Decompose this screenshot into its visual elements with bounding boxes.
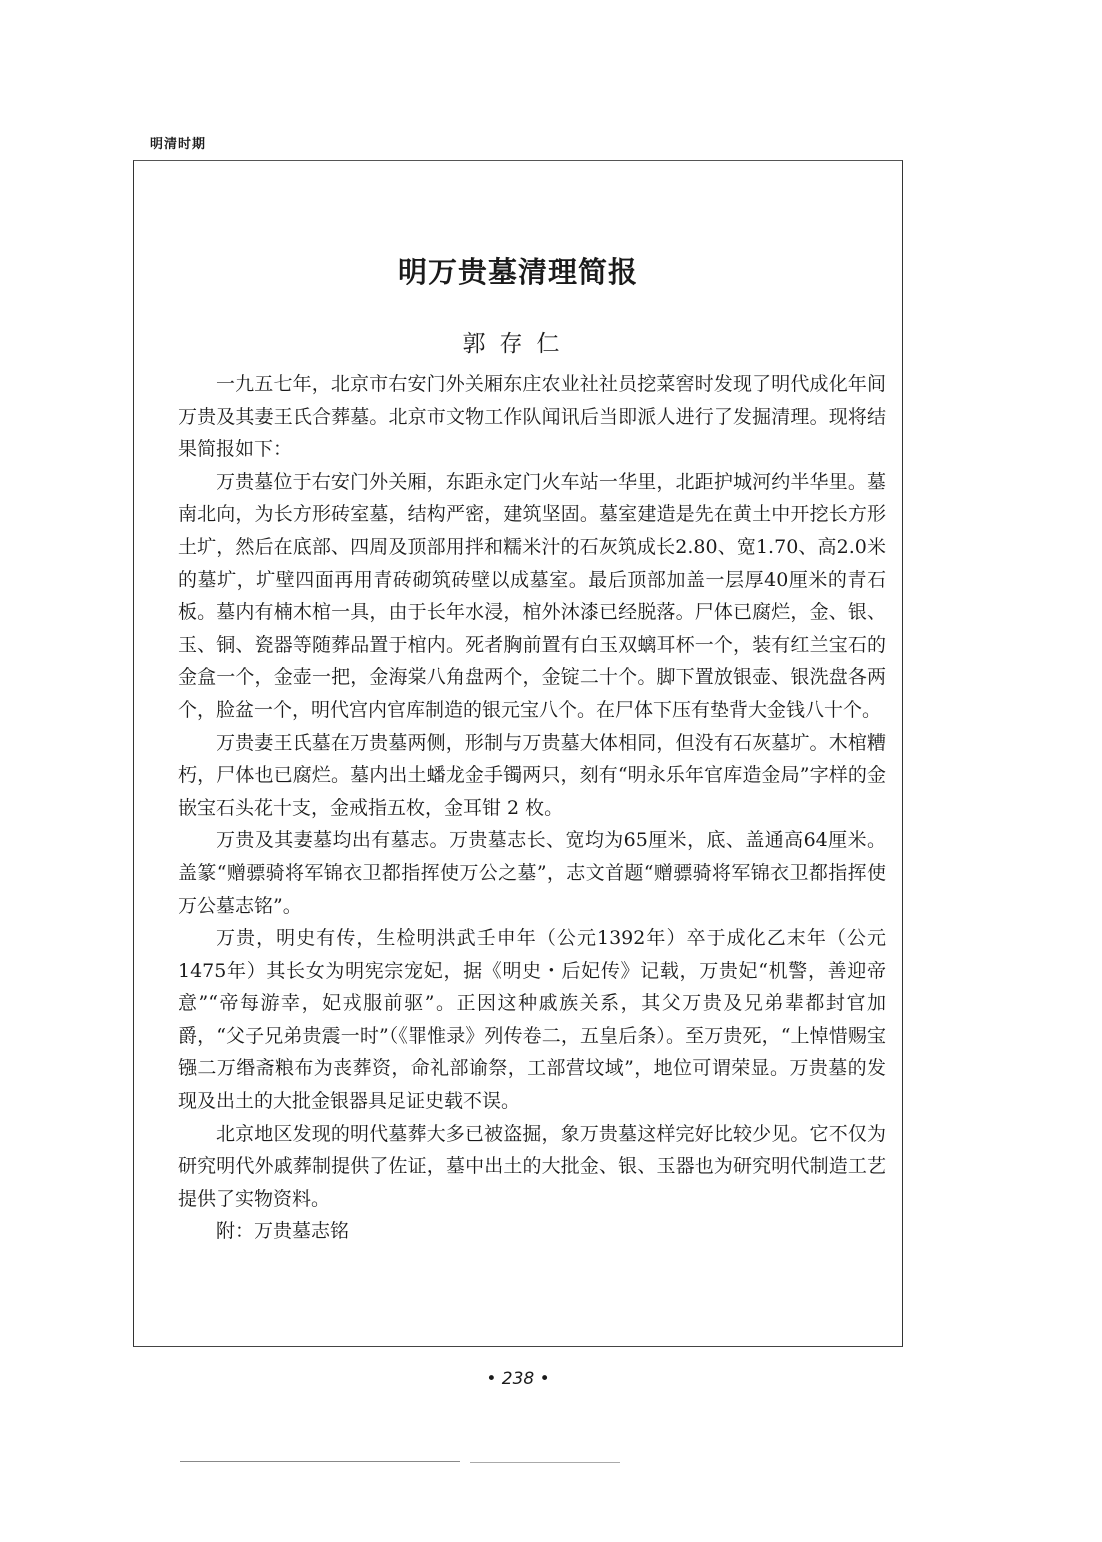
section-label: 明清时期 — [150, 137, 207, 152]
paragraph: 北京地区发现的明代墓葬大多已被盗掘，象万贵墓这样完好比较少见。它不仅为研究明代外戚葬制提供了佐证，墓中出土的大批金、银、玉器也为研究明代制造工艺提供了实物资料。 — [178, 1122, 886, 1210]
paragraph: 一九五七年，北京市右安门外关厢东庄农业社社员挖菜窖时发现了明代成化年间万贵及其妻王氏合葬墓。北京市文物工作队闻讯后当即派人进行了发掘清理。现将结果简报如下： — [178, 373, 886, 461]
article-body — [178, 368, 886, 1248]
article-author: 郭存仁 — [462, 331, 574, 357]
paragraph: 万贵妻王氏墓在万贵墓两侧，形制与万贵墓大体相同，但没有石灰墓圹。木棺糟朽，尸体也已腐烂。墓内出土蟠龙金手镯两只，刻有“明永乐年官库造金局”字样的金嵌宝石头花十支，金戒指五枚，金耳钳 2 枚。 — [178, 731, 886, 819]
appendix-note: 附：万贵墓志铭 — [216, 1220, 350, 1243]
scan-artifact-line — [180, 1461, 460, 1462]
paragraph: 万贵及其妻墓均出有墓志。万贵墓志长、宽均为65厘米，底、盖通高64厘米。盖篆“赠骠骑将军锦衣卫都指挥使万公之墓”，志文首题“赠骠骑将军锦衣卫都指挥使万公墓志铭”。 — [178, 829, 886, 917]
paragraph: 万贵墓位于右安门外关厢，东距永定门火车站一华里，北距护城河约半华里。墓南北向，为长方形砖室墓，结构严密，建筑坚固。墓室建造是先在黄土中开挖长方形土圹，然后在底部、四周及顶部用拌和糯米汁的石灰筑成长2.80、宽1.70、高2.0米的墓圹，圹壁四面再用青砖砌筑砖壁以成墓室。最后顶部加盖一层厚40厘米的青石板。墓内有楠木棺一具，由于长年水浸，棺外沐漆已经脱落。尸体已腐烂，金、银、玉、铜、瓷器等随葬品置于棺内。死者胸前置有白玉双螭耳杯一个，装有红兰宝石的金盒一个，金壶一把，金海棠八角盘两个，金锭二十个。脚下置放银壶、银洗盘各两个，脸盆一个，明代宫内官库制造的银元宝八个。在尸体下压有垫背大金钱八十个。 — [178, 470, 886, 721]
paragraph: 万贵，明史有传，生检明洪武壬申年（公元1392年）卒于成化乙末年（公元1475年）其长女为明宪宗宠妃，据《明史・后妃传》记载，万贵妃“机警，善迎帝意”“帝每游幸，妃戎服前驱”。正因这种戚族关系，其父万贵及兄弟辈都封官加爵，“父子兄弟贵震一时”（《罪惟录》列传卷二，五皇后条）。至万贵死，“上悼惜赐宝镪二万缗斋粮布为丧葬资，命礼部谕祭，工部营坟域”，地位可谓荣显。万贵墓的发现及出土的大批金银器具足证史载不误。 — [178, 927, 886, 1113]
scan-artifact-line — [470, 1462, 620, 1463]
page-number: • 238 • — [486, 1369, 550, 1389]
article-title: 明万贵墓清理简报 — [397, 255, 638, 289]
